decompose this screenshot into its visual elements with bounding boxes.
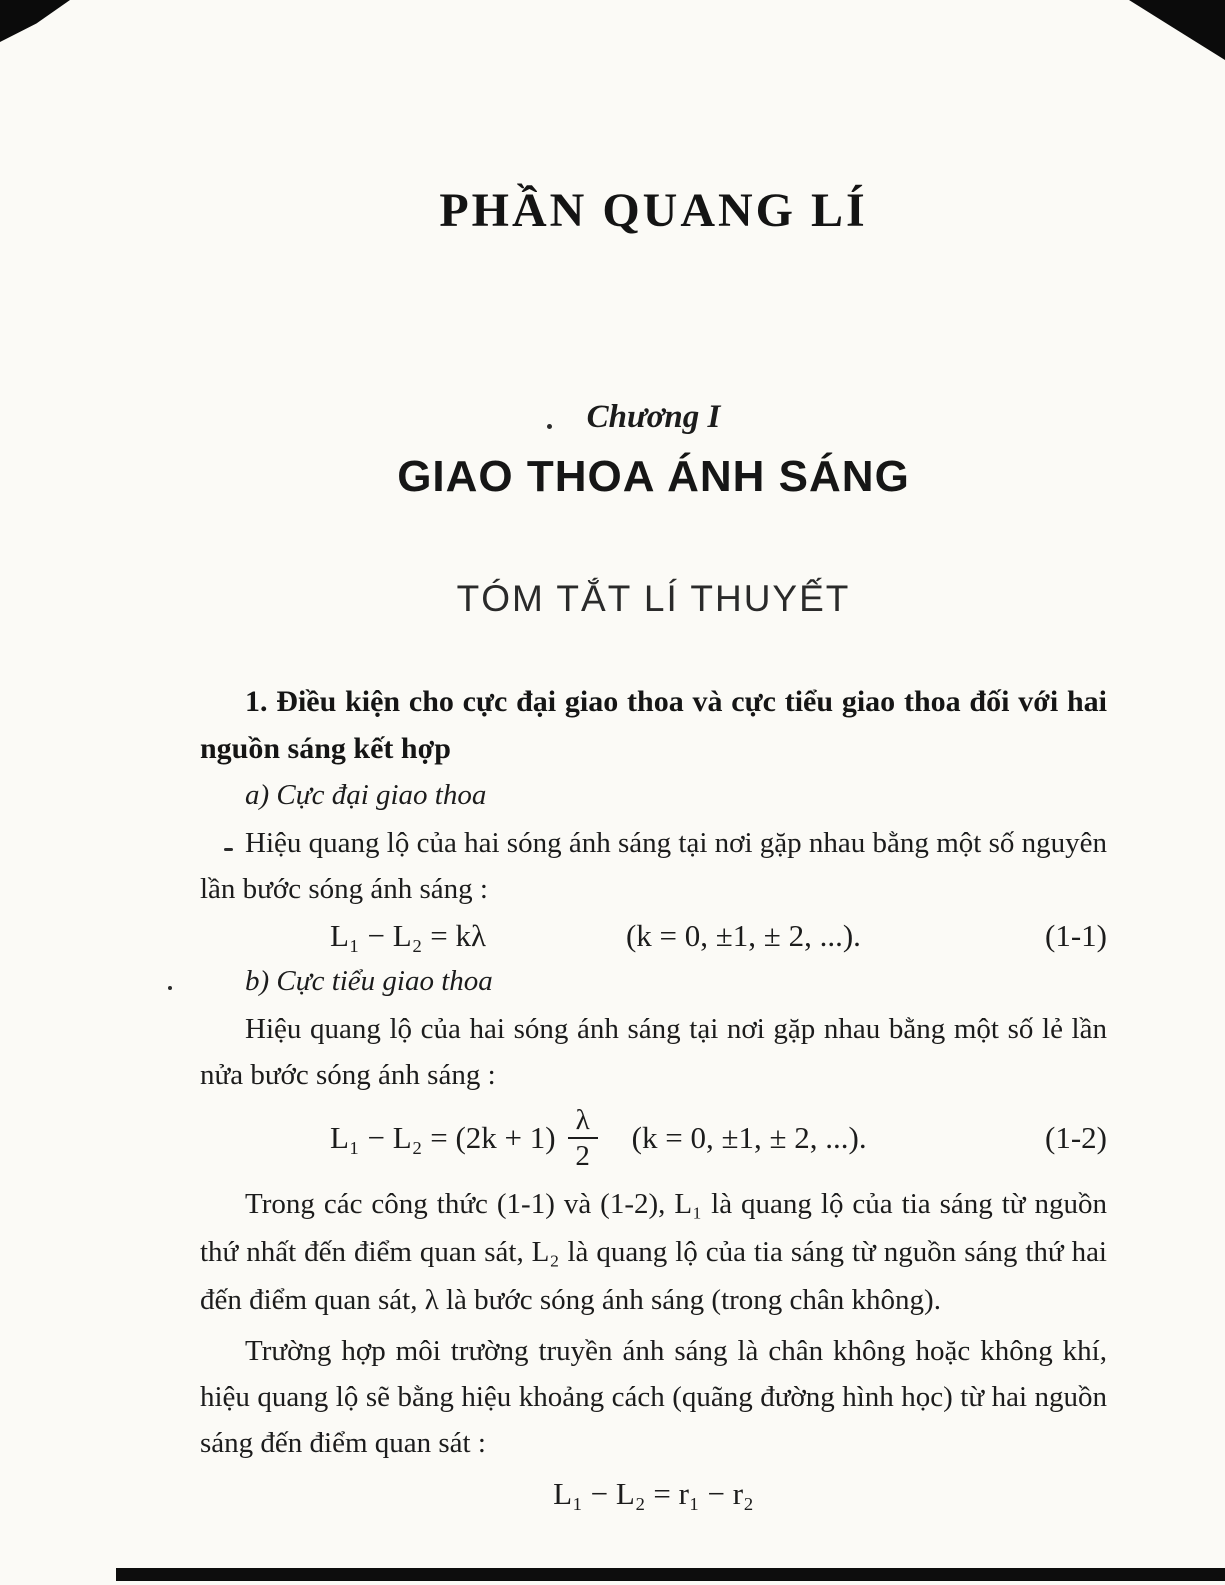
numbered-heading-1: 1. Điều kiện cho cực đại giao thoa và cực tiểu giao thoa đối với hai nguồn sáng kết hợp (200, 685, 1107, 765)
formula-2-number: (1-2) (1045, 1120, 1107, 1155)
section-title: TÓM TẮT LÍ THUYẾT (456, 578, 851, 619)
paragraph-explanation: Trong các công thức (1-1) và (1-2), L₁ là quang lộ của tia sáng từ nguồn thứ nhất đến điểm quan sát, L₂ là quang lộ của tia sáng từ nguồn sáng thứ hai đến điểm quan sát, λ là bước sóng ánh sáng (trong chân không). (200, 1188, 1107, 1316)
formula-2-expression: L₁ − L₂ = (2k + 1) (330, 1120, 556, 1155)
page-content (200, 0, 1107, 1514)
part-title: PHẦN QUANG LÍ (439, 184, 868, 237)
paragraph-b: Hiệu quang lộ của hai sóng ánh sáng tại nơi gặp nhau bằng một số lẻ lần nửa bước sóng ánh sáng : (200, 1013, 1107, 1091)
formula-2 (200, 1100, 1107, 1176)
formula-1-condition: (k = 0, ±1, ± 2, ...). (625, 918, 861, 953)
sub-item-a-label: a) Cực đại giao thoa (245, 779, 487, 811)
scan-artifact-top-left (0, 0, 70, 42)
scan-speck (168, 986, 172, 990)
paragraph-vacuum-case: Trường hợp môi trường truyền ánh sáng là chân không hoặc không khí, hiệu quang lộ sẽ bằng hiệu khoảng cách (quãng đường hình học) từ hai nguồn sáng đến điểm quan sát : (200, 1335, 1107, 1459)
formula-1-number: (1-1) (1045, 918, 1107, 953)
formula-2-fraction (568, 1103, 598, 1173)
formula-1 (200, 914, 1107, 958)
formula-2-condition: (k = 0, ±1, ± 2, ...). (631, 1120, 867, 1155)
chapter-title: GIAO THOA ÁNH SÁNG (397, 452, 910, 501)
fraction-denominator: 2 (575, 1140, 590, 1172)
fraction-numerator: λ (568, 1103, 598, 1139)
scan-artifact-top-right (1129, 0, 1225, 60)
paragraph-a: Hiệu quang lộ của hai sóng ánh sáng tại nơi gặp nhau bằng một số nguyên lần bước sóng ánh sáng : (200, 827, 1107, 905)
formula-3: L₁ − L₂ = r₁ − r₂ (553, 1476, 754, 1511)
chapter-label: Chương I (586, 399, 721, 435)
formula-1-expression: L₁ − L₂ = kλ (330, 918, 486, 953)
scan-artifact-bottom-bar (116, 1568, 1225, 1581)
sub-item-b-label: b) Cực tiểu giao thoa (245, 965, 493, 997)
